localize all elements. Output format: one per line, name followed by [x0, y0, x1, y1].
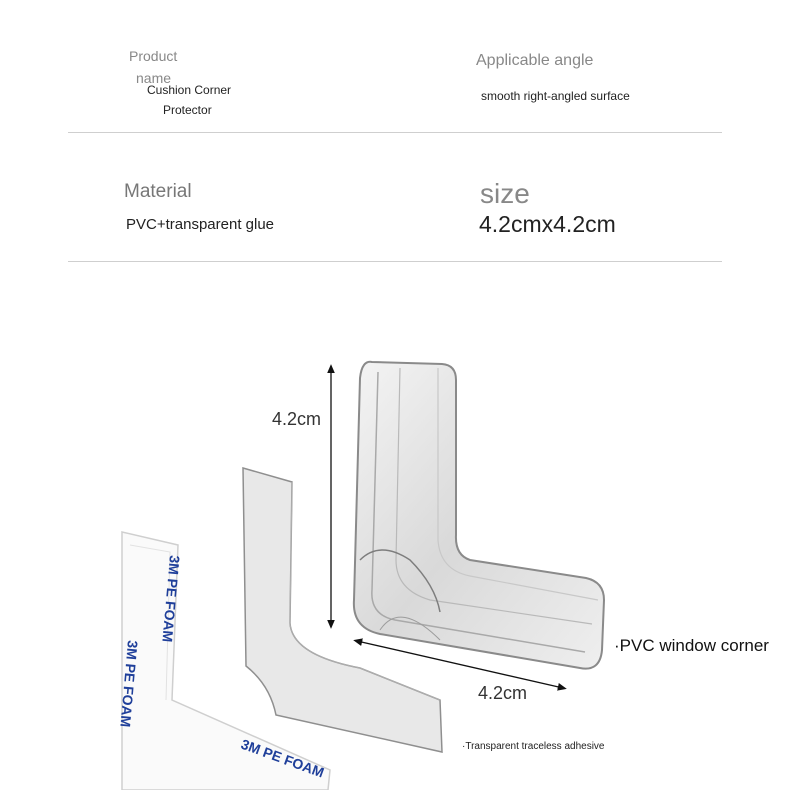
height-dimension-label: 4.2cm [272, 409, 322, 429]
adhesive-label: ·Transparent traceless adhesive [462, 741, 605, 752]
tape-print-2: 3M PE FOAM [117, 639, 141, 728]
tape-print-1: 3M PE FOAM [159, 554, 183, 643]
product-name-label-line1: Product [129, 48, 178, 64]
product-name-value-line1: Cushion Corner [147, 83, 232, 97]
material-value: PVC+transparent glue [126, 216, 275, 233]
pvc-corner [354, 362, 604, 669]
tape-print-3: 3M PE FOAM [238, 735, 327, 781]
material-label: Material [124, 181, 192, 202]
angle-label: Applicable angle [476, 52, 594, 69]
pvc-window-corner-label: ·PVC window corner [614, 636, 769, 655]
size-value: 4.2cmx4.2cm [479, 211, 616, 237]
product-name-label-line2: name [136, 70, 172, 86]
angle-value: smooth right-angled surface [481, 89, 630, 103]
product-name-value-line2: Protector [163, 103, 212, 117]
size-label: size [480, 178, 530, 209]
width-dimension-label: 4.2cm [478, 683, 528, 703]
